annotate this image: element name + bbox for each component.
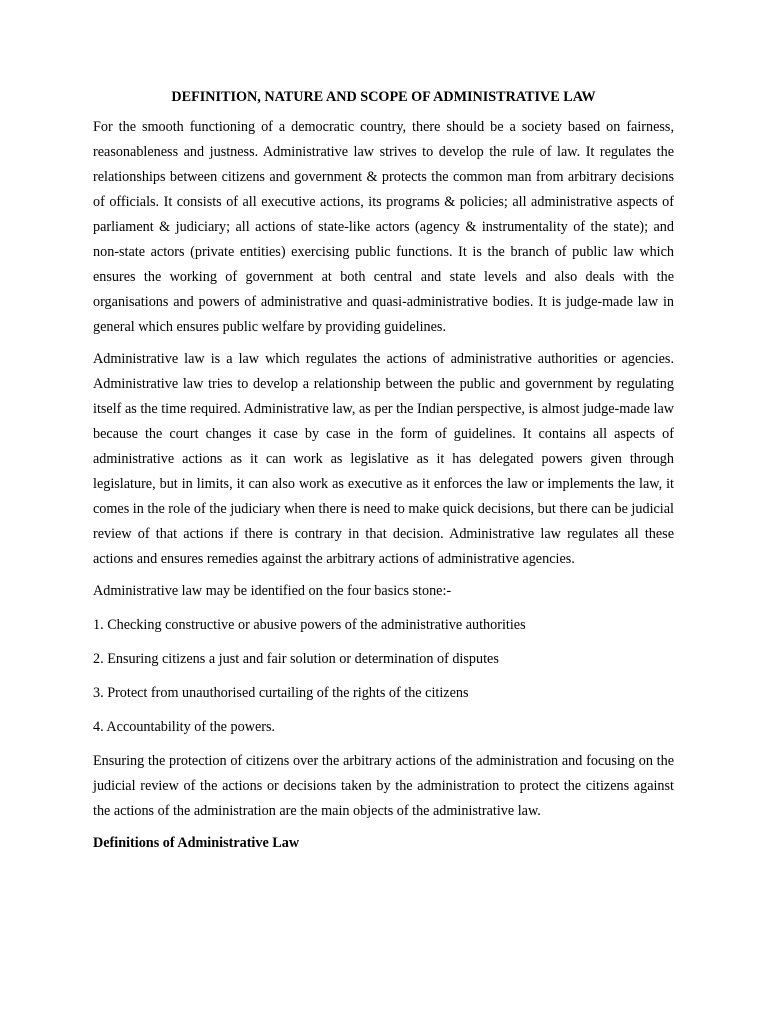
document-title: DEFINITION, NATURE AND SCOPE OF ADMINISTRATIVE LAW [171, 89, 596, 105]
paragraph-definition: Administrative law is a law which regulates the actions of administrative authorities or agencies. Administrative law tries to develop a relationship between the public and government by regulating itself as the time required. Administrative law, as per the Indian perspective, is almost judge-made law because the court changes it case by case in the form of guidelines. It contains all aspects of administrative actions as it can work as legislative as it has delegated powers given through legislature, but in limits, it can also work as executive as it enforces the law or implements the law, it comes in the role of the judiciary when there is need to make quick decisions, but there can be judicial review of that actions if there is contrary in that decision. Administrative law regulates all these actions and ensures remedies against the arbitrary actions of administrative agencies. [93, 351, 674, 567]
list-item: 1. Checking constructive or abusive powers of the administrative authorities [93, 617, 526, 633]
paragraph-intro: For the smooth functioning of a democratic country, there should be a society based on fairness, reasonableness and justness. Administrative law strives to develop the rule of law. It regulates the relationships between citizens and government & protects the common man from arbitrary decisions of officials. It consists of all executive actions, its programs & policies; all administrative aspects of parliament & judiciary; all actions of state-like actors (agency & instrumentality of the state); and non-state actors (private entities) exercising public functions. It is the branch of public law which ensures the working of government at both central and state levels and also deals with the organisations and powers of administrative and quasi-administrative bodies. It is judge-made law in general which ensures public welfare by providing guidelines. [93, 119, 674, 335]
list-item: 4. Accountability of the powers. [93, 719, 276, 735]
list-intro: Administrative law may be identified on the four basics stone:- [93, 583, 452, 599]
section-heading: Definitions of Administrative Law [93, 835, 300, 851]
list-item: 3. Protect from unauthorised curtailing of the rights of the citizens [93, 685, 469, 701]
basics-list [93, 613, 674, 740]
list-item: 2. Ensuring citizens a just and fair solution or determination of disputes [93, 651, 499, 667]
paragraph-objects: Ensuring the protection of citizens over the arbitrary actions of the administration and focusing on the judicial review of the actions or decisions taken by the administration to protect the citizens against the actions of the administration are the main objects of the administrative law. [93, 753, 674, 819]
document-page [93, 88, 674, 856]
